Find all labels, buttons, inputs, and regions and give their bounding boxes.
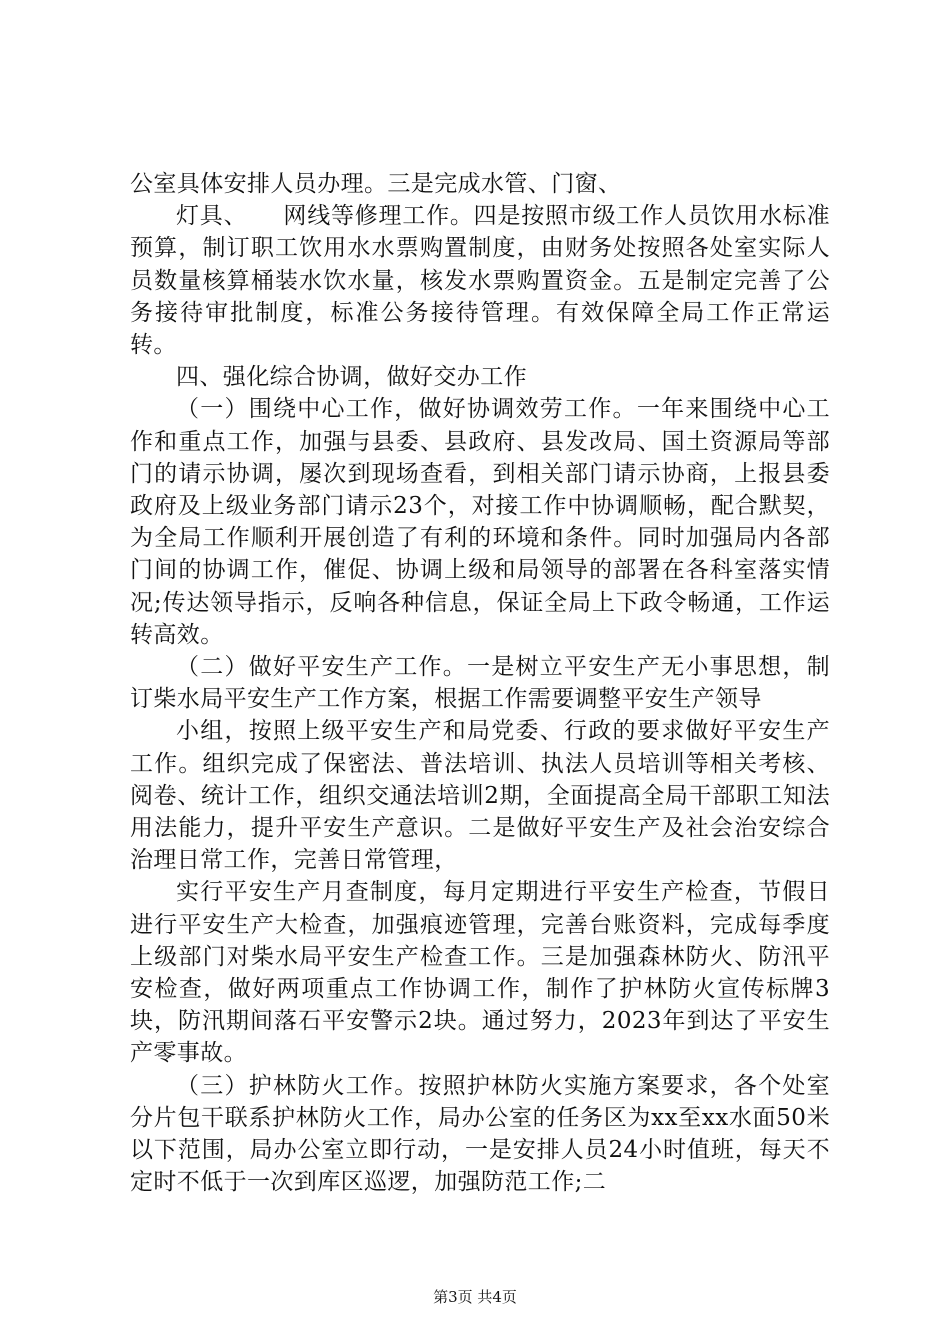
paragraph-safety-group: 小组，按照上级平安生产和局党委、行政的要求做好平安生产工作。组织完成了保密法、普法培训、执法人员培训等相关考核、阅卷、统计工作，组织交通法培训2期，全面提高全局干部职工知法用法能力，提升平安生产意识。二是做好平安生产及社会治安综合治理日常工作，完善日常管理， <box>130 718 830 874</box>
paragraph-1: 公室具体安排人员办理。三是完成水管、门窗、 <box>130 171 622 197</box>
page-footer <box>0 1287 950 1307</box>
paragraph-safety-production: （二）做好平安生产工作。一是树立平安生产无小事思想，制订柴水局平安生产工作方案，根据工作需要调整平安生产领导 <box>130 654 830 713</box>
paragraph-coordination: （一）围绕中心工作，做好协调效劳工作。一年来围绕中心工作和重点工作，加强与县委、县政府、县发改局、国土资源局等部门的请示协调，屡次到现场查看，到相关部门请示协商，上报县委政府及上级业务部门请示23个，对接工作中协调顺畅，配合默契，为全局工作顺利开展创造了有利的环境和条件。同时加强局内各部门间的协调工作，催促、协调上级和局领导的部署在各科室落实情况;传达领导指示，反响各种信息，保证全局上下政令畅通，工作运转高效。 <box>130 396 830 648</box>
paragraph-monthly-inspection: 实行平安生产月查制度，每月定期进行平安生产检查，节假日进行平安生产大检查，加强痕迹管理，完善台账资料，完成每季度上级部门对柴水局平安生产检查工作。三是加强森林防火、防汛平安检查，做好两项重点工作协调工作，制作了护林防火宣传标牌3块，防汛期间落石平安警示2块。通过努力，2023年到达了平安生产零事故。 <box>130 879 830 1067</box>
paragraph-2: 灯具、 网线等修理工作。四是按照市级工作人员饮用水标准预算，制订职工饮用水水票购置制度，由财务处按照各处室实际人员数量核算桶装水饮水量，核发水票购置资金。五是制定完善了公务接待审批制度，标准公务接待管理。有效保障全局工作正常运转。 <box>130 203 830 359</box>
section-heading-4: 四、强化综合协调，做好交办工作 <box>176 364 527 391</box>
page-total: 共4页 <box>477 1288 517 1306</box>
page-number: 第3页 <box>433 1288 473 1306</box>
document-body <box>130 168 830 1199</box>
paragraph-fire-prevention: （三）护林防火工作。按照护林防火实施方案要求，各个处室分片包干联系护林防火工作，局办公室的任务区为xx至xx水面50米以下范围，局办公室立即行动，一是安排人员24小时值班，每天不定时不低于一次到库区巡逻，加强防范工作;二 <box>130 1072 830 1196</box>
